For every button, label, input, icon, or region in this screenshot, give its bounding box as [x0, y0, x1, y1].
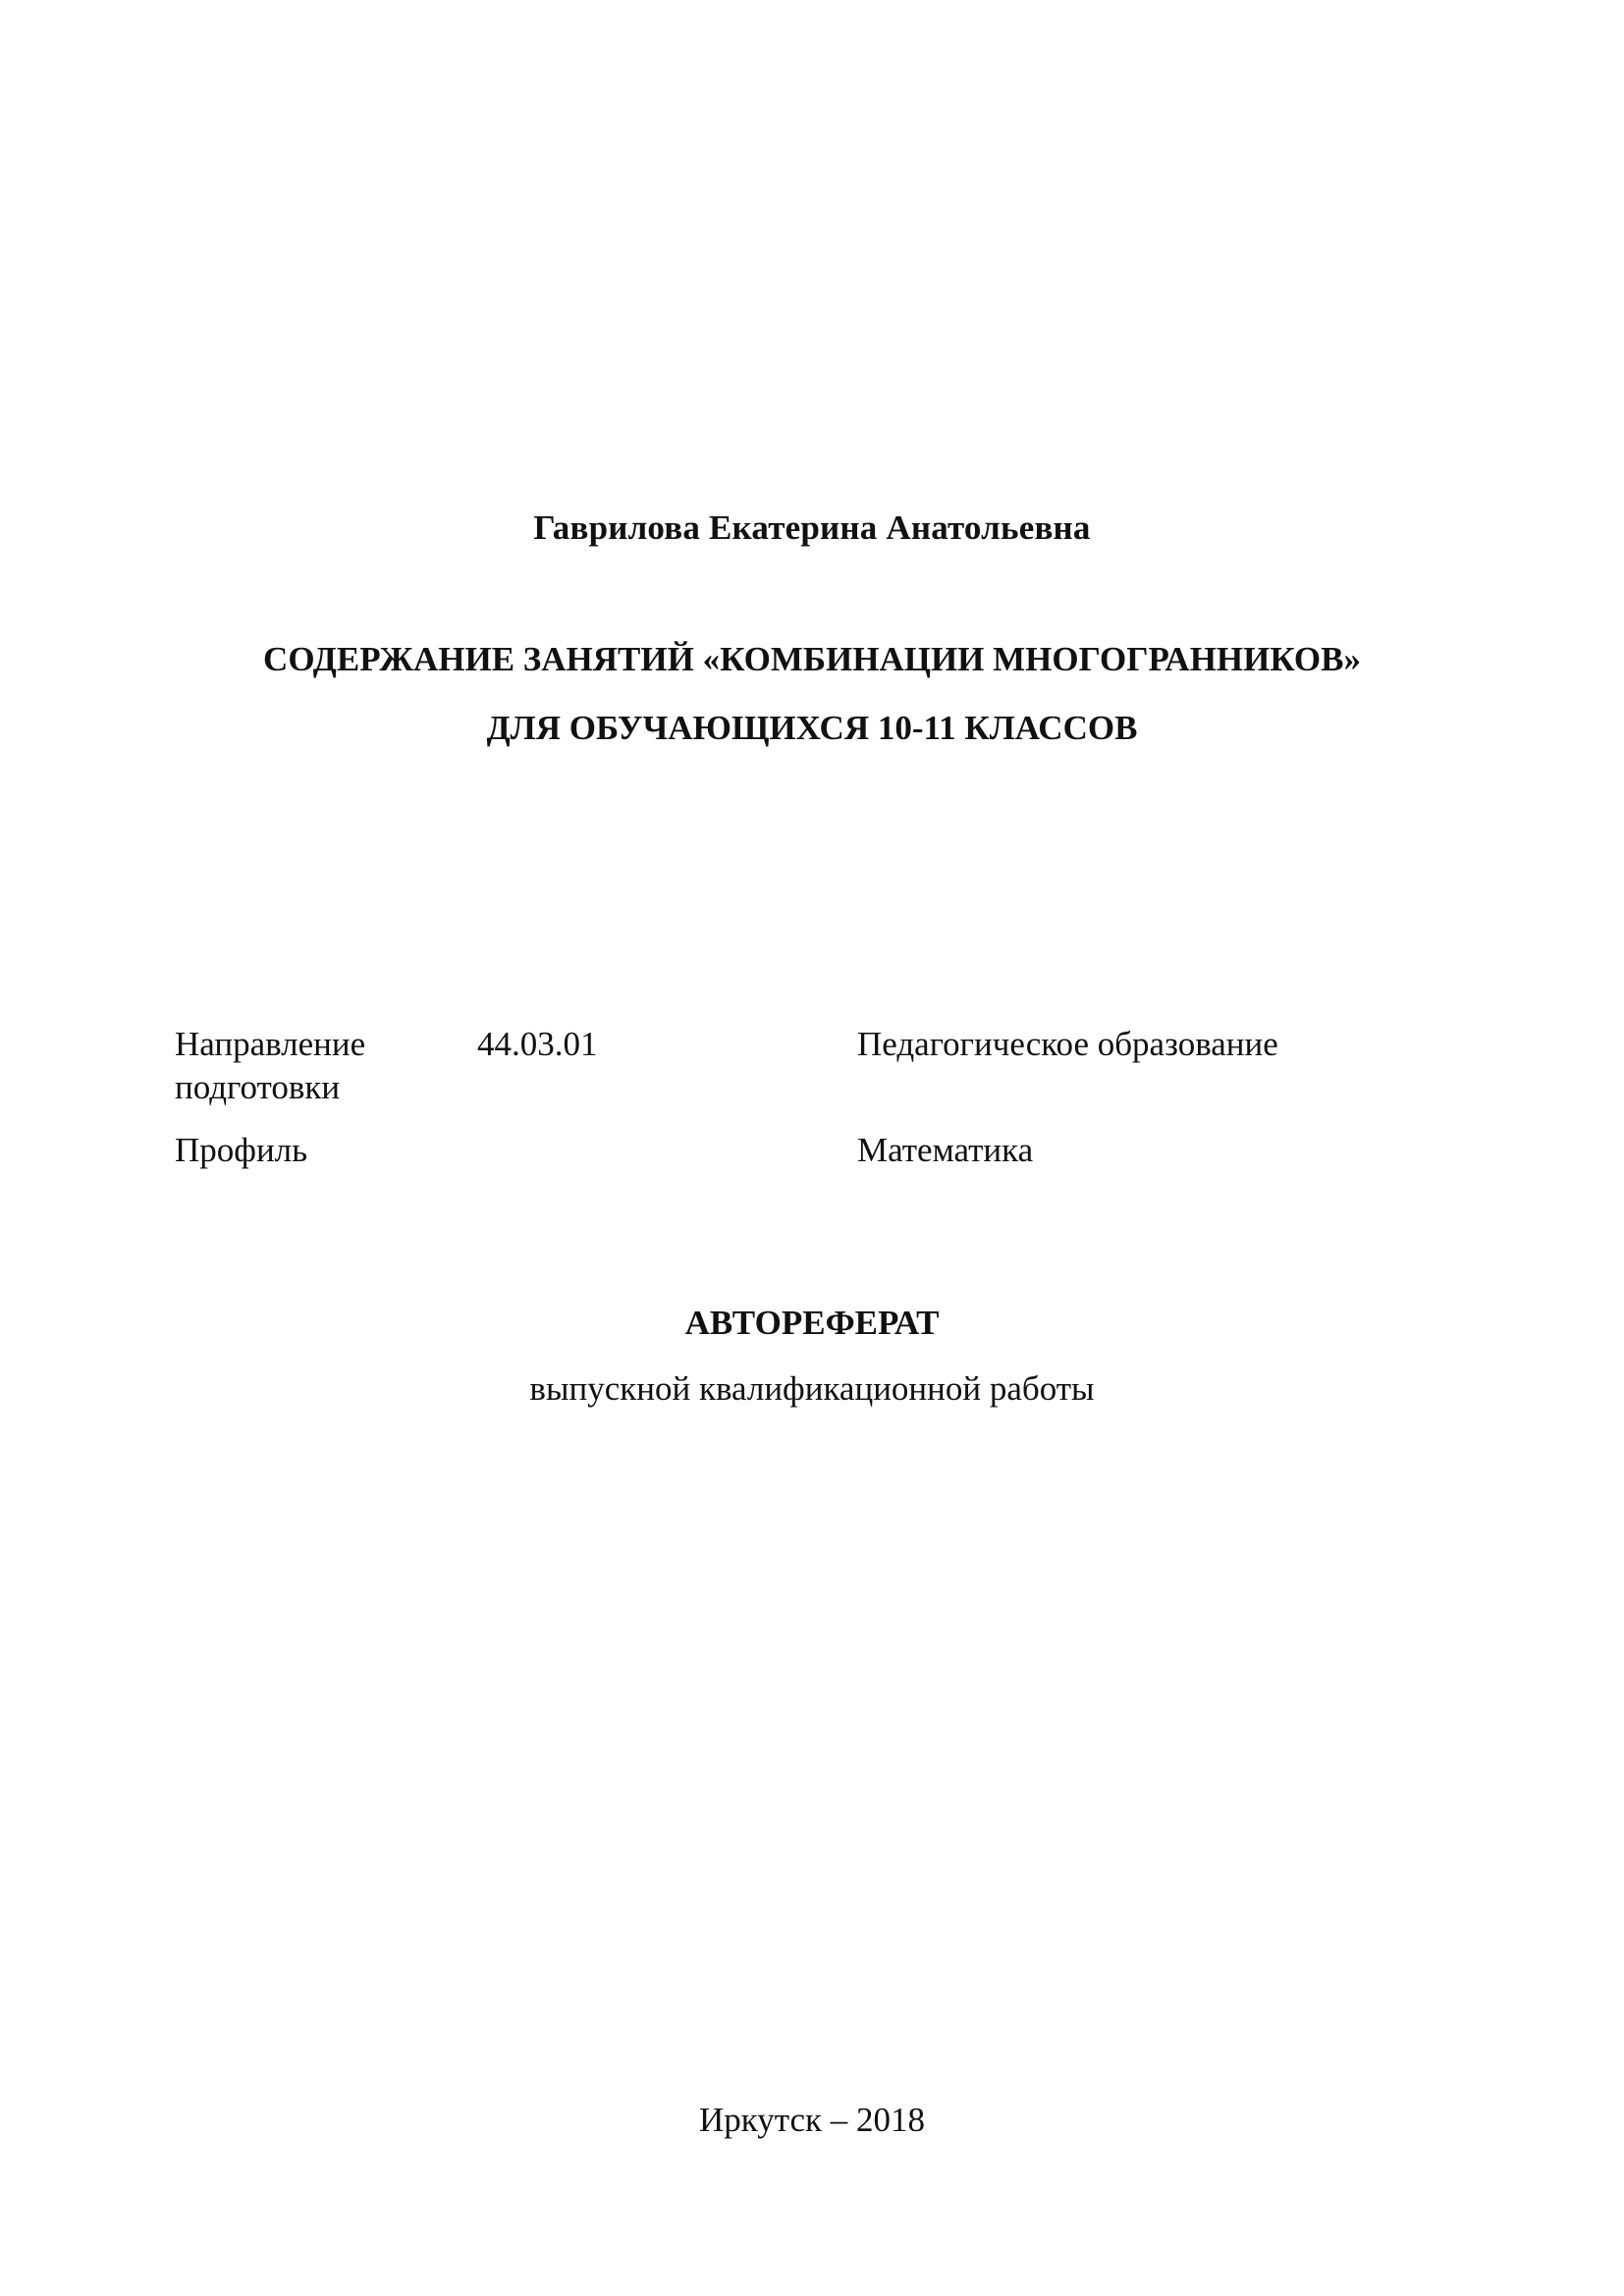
abstract-heading: АВТОРЕФЕРАТ [684, 1304, 940, 1342]
profile-value: Математика [857, 1131, 1034, 1169]
abstract-subheading: выпускной квалификационной работы [529, 1369, 1095, 1408]
title-line-1: СОДЕРЖАНИЕ ЗАНЯТИЙ «КОМБИНАЦИИ МНОГОГРАННИКОВ» [263, 640, 1361, 678]
footer-city-year: Иркутск – 2018 [698, 2101, 926, 2139]
direction-code: 44.03.01 [477, 1025, 598, 1063]
direction-label-line-1: Направление [175, 1025, 366, 1063]
profile-label: Профиль [175, 1131, 308, 1169]
direction-value: Педагогическое образование [857, 1025, 1278, 1063]
author-name: Гаврилова Екатерина Анатольевна [533, 508, 1091, 547]
direction-label-line-2: подготовки [175, 1068, 341, 1106]
direction-label [175, 1023, 430, 1109]
title-line-2: ДЛЯ ОБУЧАЮЩИХСЯ 10-11 КЛАССОВ [486, 709, 1138, 747]
